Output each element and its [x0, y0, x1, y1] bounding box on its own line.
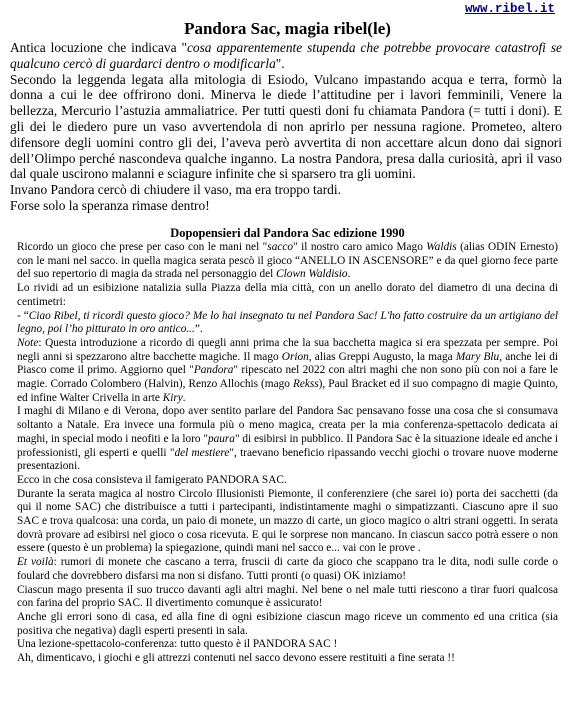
intro-paragraph-vase: Invano Pandora cercò di chiudere il vaso, ma era troppo tardi.: [10, 182, 341, 198]
intro-paragraph-legend: Secondo la leggenda legata alla mitologia di Esiodo, Vulcano impastando acqua e terra, formò la donna a cui le dee offrirono doni. Minerva le diede l’attitudine per i lavori femminili, Venere la bellezza, Mercurio l’astuzia ammaliatrice. Per tutti questi doni fu chiamata Pandora (= tutti i doni). E gli dei le diedero pure un vaso avvertendola di non aprirlo per nessuna ragione. Prometeo, altero difensore degli uomini contro gli dei, l’aveva però avvertita di non accettare alcun dono dai signori dell’Olimpo perché nascondeva qualche inganno. La nostra Pandora, presa dalla curiosità, aprì il vaso dal quale uscirono malanni e sciagure infinite che si sparsero tra gli uomini.: [10, 71, 562, 182]
site-link[interactable]: www.ribel.it: [464, 2, 555, 16]
intro-definition-quote: cosa apparentemente stupenda che potrebbe provocare catastrofi se qualcuno cercò di guardarci dentro o modificarla: [10, 40, 562, 71]
section-title: Dopopensieri dal Pandora Sac edizione 1990: [170, 226, 405, 240]
article-paragraph: Et voilà: rumori di monete che cascano a terra, fruscii di carte da gioco che scappano tra le dita, nodi sulle corde o foulard che dovrebbero disfarsi ma non si disfano. Tutti pronti (o quasi) OK iniziamo!: [17, 556, 559, 582]
article-paragraph: Ricordo un gioco che prese per caso con le mani nel "sacco" il nostro caro amico Mago Waldis (alias ODIN Ernesto) con le mani nel sacco. in quella magica serata pescò il gioco “ANELLO IN ASCENSORE” e da quel giorno fece parte del suo repertorio di magia da strada nel personaggio del Clown Waldisio.: [17, 241, 558, 281]
article-text: [17, 241, 558, 666]
article-paragraph: Ah, dimenticavo, i giochi e gli attrezzi contenuti nel sacco devono essere restituiti a fine serata !!: [17, 652, 455, 665]
intro-paragraph-definition: Antica locuzione che indicava "cosa apparentemente stupenda che potrebbe provocare catastrofi se qualcuno cercò di guardarci dentro o modificarla".: [10, 40, 562, 71]
article-paragraph: Ciascun mago presenta il suo trucco davanti agli altri maghi. Nel bene o nel male tutti riescono a tirar fuori qualcosa con farina del proprio SAC. Il divertimento comunque è assicurato!: [17, 583, 558, 610]
article-paragraph: Lo rividi ad un esibizione natalizia sulla Piazza della mia città, con un anello dorato del diametro di una decina di centimetri:: [17, 282, 558, 308]
article-paragraph: Durante la serata magica al nostro Circolo Illusionisti Piemonte, il conferenziere (che sarei io) porta dei sacchetti (da qui il nome SAC) che distribuisce a tutti i partecipanti, indistintamente maghi o simpatizzanti. Ciascuno apre il suo SAC e trova qualcosa: una corda, un paio di monete, un mazzo di carte, un gioco magico o altri strani oggetti. In serata dovrà provare ad esibirsi nel gioco o cosa ricevuta. E qui le sorprese non mancano. In ciascun sacco potrà essere o non essere (questo è un problema) la spiegazione, quindi mani nel sacco e... vai con le prove .: [17, 487, 558, 555]
article-paragraph: Una lezione-spettacolo-conferenza: tutto questo è il PANDORA SAC !: [17, 638, 338, 651]
article-note: Note: Questa introduzione a ricordo di quegli anni prima che la sua bacchetta magica si era spezzata per sempre. Poi negli anni si spezzarono altre bacchette magiche. Il mago Orion, alias Greppi Augusto, la maga Mary Blu, anche lei di Piasco come il primo. Aggiorno quel "Pandora" ripescato nel 2022 con altri maghi che non sono più con noi a fare le magie. Corrado Colombero (Halvin), Renzo Allochis (mago Rekss), Paul Bracket ed il suo compagno di magie Quinto, ed infine Walter Crivella in arte Kiry.: [17, 336, 559, 404]
article-quote: - “Ciao Ribel, ti ricordi questo gioco? Me lo hai insegnato tu nel Pandora Sac! L'ho fatto costruire da un artigiano del legno, poi l’ho pitturato in oro antico...”.: [17, 309, 559, 336]
page-title: Pandora Sac, magia ribel(le): [184, 19, 391, 38]
article-paragraph: Ecco in che cosa consisteva il famigerato PANDORA SAC.: [17, 473, 287, 486]
intro-text: [10, 40, 562, 214]
intro-paragraph-hope: Forse solo la speranza rimase dentro!: [10, 197, 210, 213]
article-paragraph: I maghi di Milano e di Verona, dopo aver sentito parlare del Pandora Sac pensavano fosse una cosa che si consumava soltanto a Natale. Era invece una formula più o meno magica, creata per la mia conferenza-spettacolo dedicata ai maghi, in special modo i neofiti e la loro "paura" di esibirsi in pubblico. Il Pandora Sac è la situazione ideale ed anche i professionisti, gli esperti e quelli "del mestiere", traevano beneficio ripassando vecchi giochi o trovare nuove moderne presentazioni.: [17, 405, 558, 473]
article-paragraph: Anche gli errori sono di casa, ed alla fine di ogni esibizione ciascun mago riceve un commento ed una critica (sia positiva che negativa) dagli esperti presenti in sala.: [17, 610, 558, 637]
